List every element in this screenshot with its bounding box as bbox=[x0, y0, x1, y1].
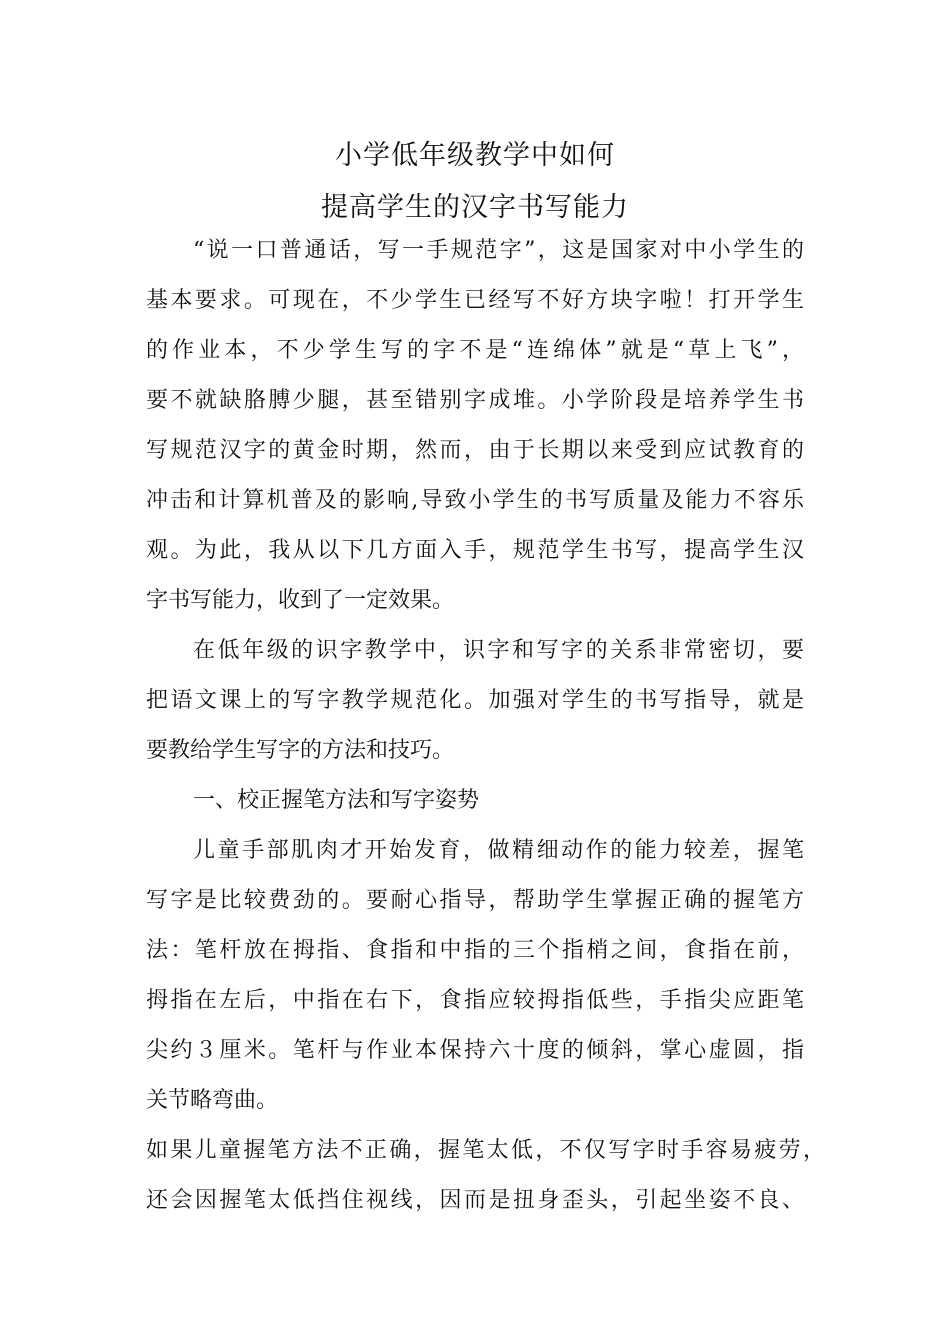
paragraph-4-line-1: 如果儿童握笔方法不正确，握笔太低，不仅写字时手容易疲劳， bbox=[146, 1138, 825, 1163]
paragraph-2-line-2: 把语文课上的写字教学规范化。加强对学生的书写指导，就是 bbox=[146, 688, 804, 713]
paragraph-1-line-1: “说一口普通话，写一手规范字”，这是国家对中小学生的 bbox=[193, 238, 804, 263]
document-title-line-2: 提高学生的汉字书写能力 bbox=[321, 192, 629, 223]
section-heading-1: 一、校正握笔方法和写字姿势 bbox=[193, 788, 480, 813]
paragraph-2-line-3: 要教给学生写字的方法和技巧。 bbox=[146, 738, 455, 763]
paragraph-3-line-6: 关节略弯曲。 bbox=[146, 1088, 279, 1113]
paragraph-1-line-8: 字书写能力，收到了一定效果。 bbox=[146, 588, 455, 613]
paragraph-3-line-5: 尖约３厘米。笔杆与作业本保持六十度的倾斜，掌心虚圆，指 bbox=[146, 1038, 804, 1063]
paragraph-3-line-3: 法：笔杆放在拇指、食指和中指的三个指梢之间，食指在前， bbox=[146, 938, 804, 963]
document-title-line-1: 小学低年级教学中如何 bbox=[335, 140, 615, 171]
paragraph-3-line-2: 写字是比较费劲的。要耐心指导，帮助学生掌握正确的握笔方 bbox=[146, 888, 804, 913]
paragraph-1-line-2: 基本要求。可现在，不少学生已经写不好方块字啦！打开学生 bbox=[146, 288, 804, 313]
paragraph-2-line-1: 在低年级的识字教学中，识字和写字的关系非常密切，要 bbox=[193, 638, 804, 663]
paragraph-3-line-1: 儿童手部肌肉才开始发育，做精细动作的能力较差，握笔 bbox=[193, 838, 804, 863]
paragraph-1-line-6: 冲击和计算机普及的影响,导致小学生的书写质量及能力不容乐 bbox=[146, 488, 804, 513]
paragraph-1-line-7: 观。为此，我从以下几方面入手，规范学生书写，提高学生汉 bbox=[146, 538, 804, 563]
paragraph-1-line-3: 的作业本，不少学生写的字不是“连绵体”就是“草上飞”， bbox=[146, 338, 804, 363]
paragraph-1-line-5: 写规范汉字的黄金时期，然而，由于长期以来受到应试教育的 bbox=[146, 438, 804, 463]
paragraph-1-line-4: 要不就缺胳膊少腿，甚至错别字成堆。小学阶段是培养学生书 bbox=[146, 388, 804, 413]
paragraph-3-line-4: 拇指在左后，中指在右下，食指应较拇指低些，手指尖应距笔 bbox=[146, 988, 804, 1013]
paragraph-4-line-2: 还会因握笔太低挡住视线，因而是扭身歪头，引起坐姿不良、 bbox=[146, 1188, 804, 1213]
